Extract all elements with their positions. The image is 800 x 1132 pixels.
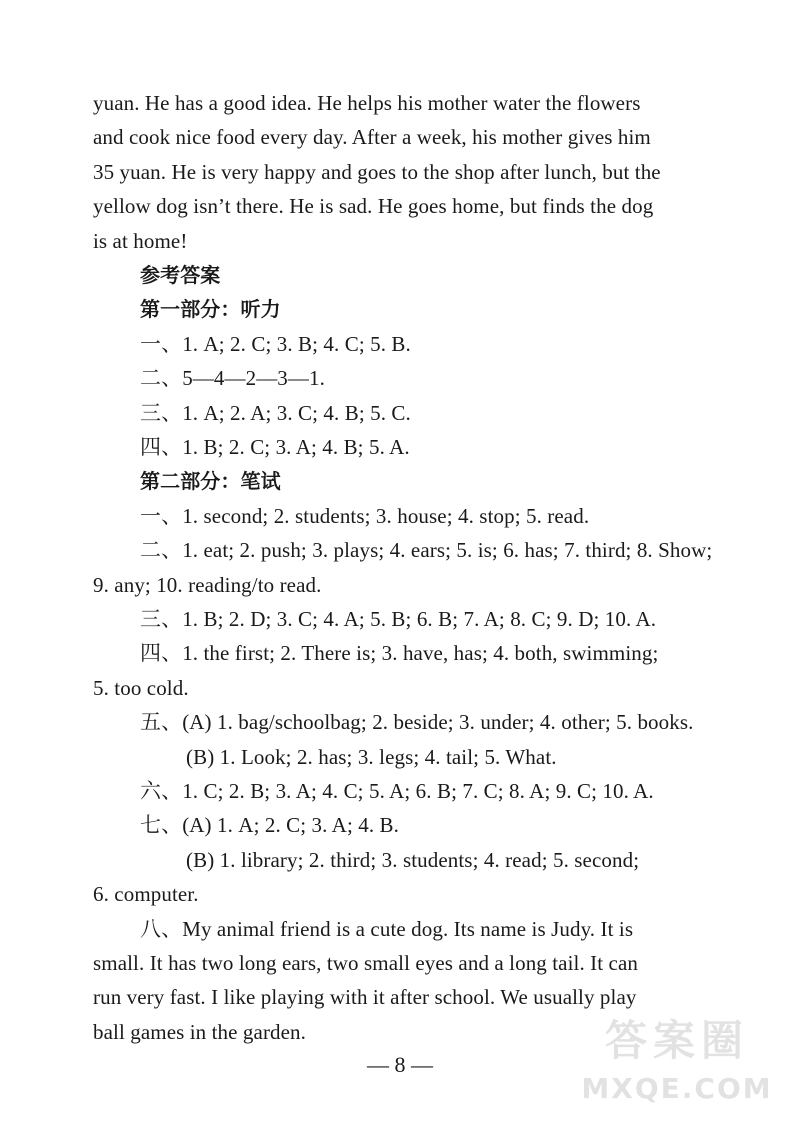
answer-line: 五、(A) 1. bag/schoolbag; 2. beside; 3. under; 4. other; 5. books.: [140, 710, 694, 734]
essay-line: ball games in the garden.: [93, 1020, 307, 1044]
essay-line: 八、My animal friend is a cute dog. Its name is Judy. It is: [140, 917, 634, 941]
story-line: yellow dog isn’t there. He is sad. He goes home, but finds the dog: [93, 194, 654, 218]
story-line: yuan. He has a good idea. He helps his mother water the flowers: [93, 91, 641, 115]
answer-line: 七、(A) 1. A; 2. C; 3. A; 4. B.: [140, 813, 399, 837]
watermark-logo-text: 答案圈: [604, 1016, 749, 1065]
story-line: 35 yuan. He is very happy and goes to the shop after lunch, but the: [93, 160, 661, 184]
watermark-url: MXQE.COM: [581, 1072, 773, 1105]
answer-line: 四、1. the first; 2. There is; 3. have, has; 4. both, swimming;: [140, 641, 659, 665]
answer-line: 二、5—4—2—3—1.: [140, 366, 325, 390]
answer-line: 5. too cold.: [93, 676, 189, 700]
site-watermark: [572, 1008, 782, 1118]
answer-line: (B) 1. Look; 2. has; 3. legs; 4. tail; 5. What.: [186, 745, 557, 769]
answer-line: 一、1. A; 2. C; 3. B; 4. C; 5. B.: [140, 332, 411, 356]
answer-line: 9. any; 10. reading/to read.: [93, 573, 322, 597]
story-line: and cook nice food every day. After a week, his mother gives him: [93, 125, 651, 149]
answer-line: (B) 1. library; 2. third; 3. students; 4. read; 5. second;: [186, 848, 640, 872]
part2-title: 第二部分：笔试: [140, 469, 281, 493]
page-number: — 8 —: [367, 1052, 433, 1077]
answer-line: 四、1. B; 2. C; 3. A; 4. B; 5. A.: [140, 435, 410, 459]
answer-line: 二、1. eat; 2. push; 3. plays; 4. ears; 5. is; 6. has; 7. third; 8. Show;: [140, 538, 713, 562]
answer-line: 三、1. B; 2. D; 3. C; 4. A; 5. B; 6. B; 7. A; 8. C; 9. D; 10. A.: [140, 607, 657, 631]
answer-key-title: 参考答案: [140, 263, 221, 287]
answer-line: 六、1. C; 2. B; 3. A; 4. C; 5. A; 6. B; 7. C; 8. A; 9. C; 10. A.: [140, 779, 654, 803]
part1-title: 第一部分：听力: [140, 297, 281, 321]
answer-line: 三、1. A; 2. A; 3. C; 4. B; 5. C.: [140, 401, 411, 425]
answer-line: 一、1. second; 2. students; 3. house; 4. stop; 5. read.: [140, 504, 590, 528]
essay-line: run very fast. I like playing with it after school. We usually play: [93, 985, 637, 1009]
essay-line: small. It has two long ears, two small eyes and a long tail. It can: [93, 951, 638, 975]
story-line: is at home!: [93, 229, 188, 253]
answer-line: 6. computer.: [93, 882, 199, 906]
